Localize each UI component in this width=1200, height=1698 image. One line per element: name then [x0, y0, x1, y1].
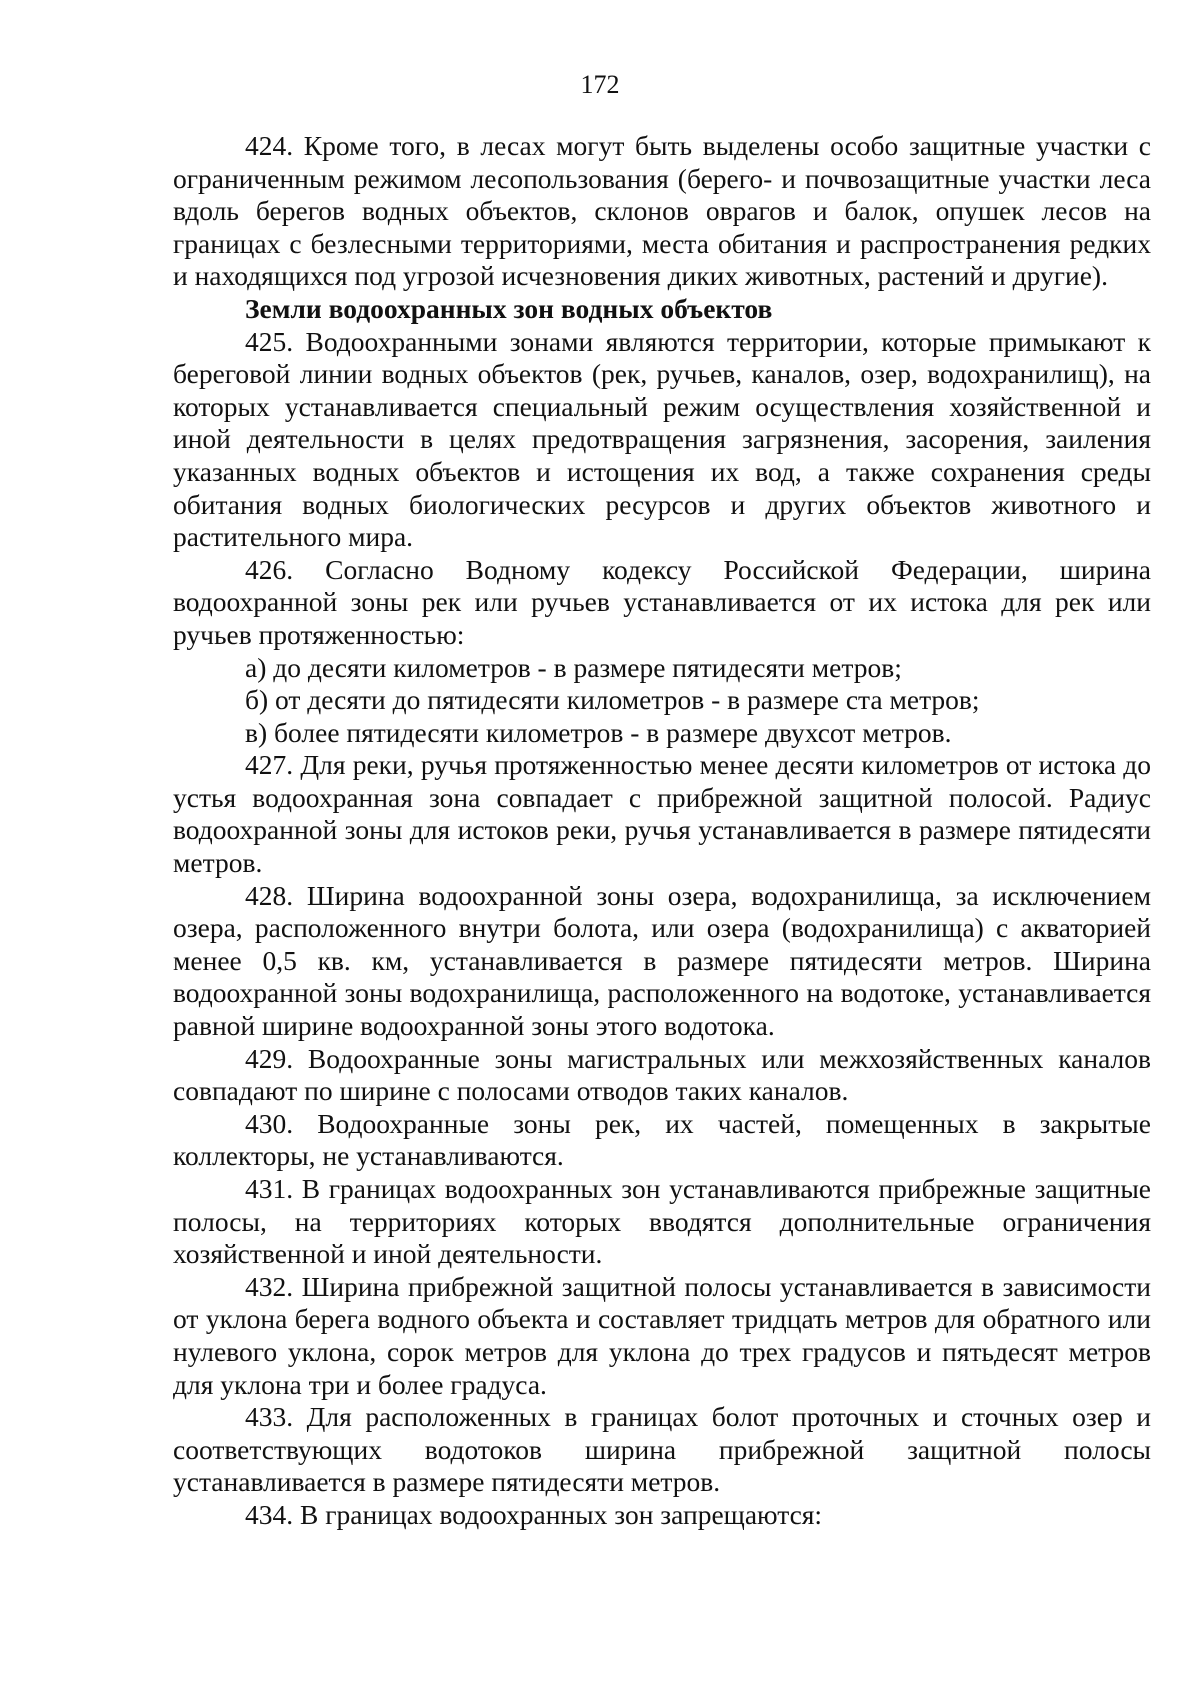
list-item-v: в) более пятидесяти километров - в размере двухсот метров.: [245, 716, 952, 748]
paragraph-428: 428. Ширина водоохранной зоны озера, водохранилища, за исключением озера, расположенного внутри болота, или озера (водохранилища) с акваторией менее 0,5 кв. км, устанавливается в размере пятидесяти метров. Ширина водоохранной зоны водохранилища, расположенного на водотоке, устанавливается равной ширине водоохранной зоны этого водотока.: [173, 879, 1151, 1042]
list-item-b: б) от десяти до пятидесяти километров - в размере ста метров;: [245, 684, 980, 716]
paragraph-426: 426. Согласно Водному кодексу Российской Федерации, ширина водоохранной зоны рек или ручьев устанавливается от их истока для рек или ручьев протяженностью:: [173, 553, 1151, 650]
page-number: 172: [580, 70, 620, 99]
section-heading: Земли водоохранных зон водных объектов: [245, 292, 773, 324]
paragraph-431: 431. В границах водоохранных зон устанавливаются прибрежные защитные полосы, на территориях которых вводятся дополнительные ограничения хозяйственной и иной деятельности.: [173, 1173, 1151, 1270]
paragraph-432: 432. Ширина прибрежной защитной полосы устанавливается в зависимости от уклона берега водного объекта и составляет тридцать метров для обратного или нулевого уклона, сорок метров для уклона до трех градусов и пятьдесят метров для уклона три и более градуса.: [173, 1270, 1151, 1400]
paragraph-425: 425. Водоохранными зонами являются территории, которые примыкают к береговой линии водных объектов (рек, ручьев, каналов, озер, водохранилищ), на которых устанавливается специальный режим осуществления хозяйственной и иной деятельности в целях предотвращения загрязнения, засорения, заиления указанных водных объектов и истощения их вод, а также сохранения среды обитания водных биологических ресурсов и других объектов животного и растительного мира.: [173, 325, 1151, 553]
paragraph-430: 430. Водоохранные зоны рек, их частей, помещенных в закрытые коллекторы, не устанавливаются.: [173, 1107, 1151, 1172]
paragraph-424: 424. Кроме того, в лесах могут быть выделены особо защитные участки с ограниченным режимом лесопользования (берего- и почвозащитные участки леса вдоль берегов водных объектов, склонов оврагов и балок, опушек лесов на границах с безлесными территориями, места обитания и распространения редких и находящихся под угрозой исчезновения диких животных, растений и другие).: [173, 130, 1151, 292]
paragraph-433: 433. Для расположенных в границах болот проточных и сточных озер и соответствующих водотоков ширина прибрежной защитной полосы устанавливается в размере пятидесяти метров.: [173, 1401, 1151, 1498]
paragraph-434: 434. В границах водоохранных зон запрещаются:: [245, 1498, 823, 1530]
paragraph-429: 429. Водоохранные зоны магистральных или межхозяйственных каналов совпадают по ширине с полосами отводов таких каналов.: [173, 1042, 1151, 1107]
list-item-a: а) до десяти километров - в размере пятидесяти метров;: [245, 651, 902, 683]
paragraph-427: 427. Для реки, ручья протяженностью менее десяти километров от истока до устья водоохранная зона совпадает с прибрежной защитной полосой. Радиус водоохранной зоны для истоков реки, ручья устанавливается в размере пятидесяти метров.: [173, 749, 1151, 879]
document-body: [173, 130, 1151, 1532]
